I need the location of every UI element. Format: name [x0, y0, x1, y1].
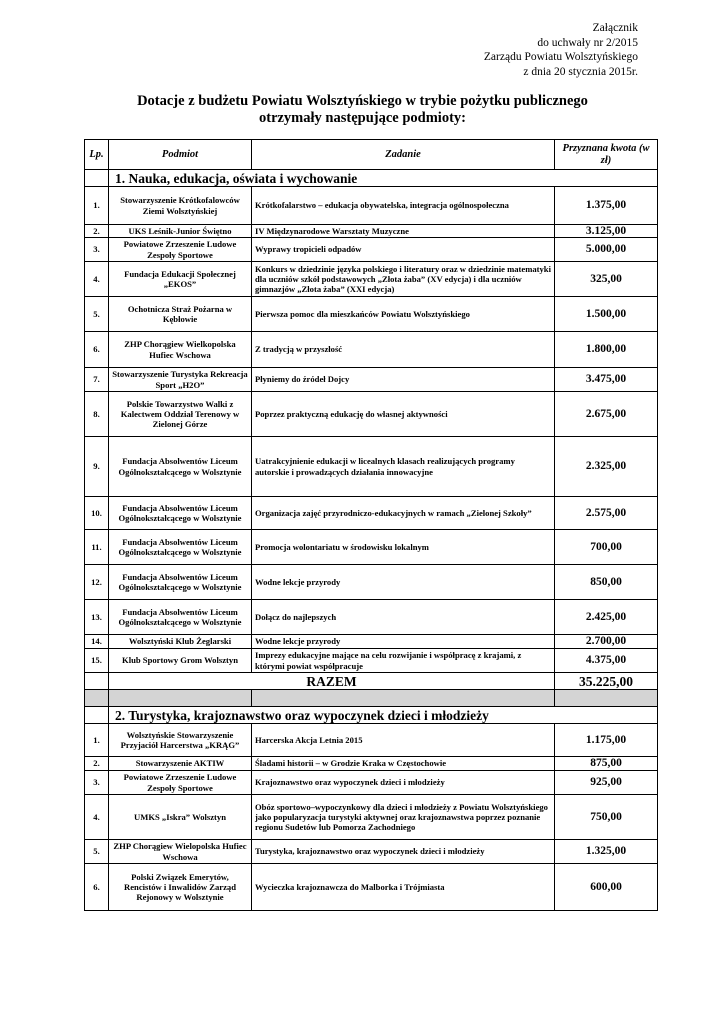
row-task: Wyprawy tropicieli odpadów: [252, 238, 555, 262]
row-lp: 3.: [85, 771, 109, 795]
row-amount: 750,00: [555, 795, 658, 840]
row-entity: Polski Związek Emerytów, Rencistów i Inwalidów Zarząd Rejonowy w Wolsztynie: [109, 864, 252, 911]
row-task: Imprezy edukacyjne mające na celu rozwijanie i współpracę z krajami, z którymi powiat współpracuje: [252, 649, 555, 673]
row-lp: 10.: [85, 497, 109, 530]
row-entity: Polskie Towarzystwo Walki z Kalectwem Oddział Terenowy w Zielonej Górze: [109, 392, 252, 437]
row-entity: UKS Leśnik-Junior Świętno: [109, 225, 252, 238]
table-row: [85, 392, 658, 437]
table-row: [85, 187, 658, 225]
section-header-row: [85, 170, 658, 187]
row-entity: Stowarzyszenie AKTIW: [109, 757, 252, 771]
row-lp: 4.: [85, 262, 109, 297]
row-lp: 9.: [85, 437, 109, 497]
row-lp: 1.: [85, 187, 109, 225]
row-entity: Fundacja Edukacji Społecznej „EKOS”: [109, 262, 252, 297]
row-task: Organizacja zajęć przyrodniczo-edukacyjnych w ramach „Zielonej Szkoły”: [252, 497, 555, 530]
section-2-title: 2. Turystyka, krajoznawstwo oraz wypoczynek dzieci i młodzieży: [109, 707, 658, 724]
table-row: [85, 771, 658, 795]
table-row: [85, 600, 658, 635]
row-amount: 1.175,00: [555, 724, 658, 757]
row-amount: 2.700,00: [555, 635, 658, 649]
row-amount: 5.000,00: [555, 238, 658, 262]
row-entity: Stowarzyszenie Turystyka Rekreacja Sport „H2O”: [109, 368, 252, 392]
total-amount: 35.225,00: [555, 673, 658, 690]
row-entity: Wolsztyńskie Stowarzyszenie Przyjaciół Harcerstwa „KRĄG”: [109, 724, 252, 757]
row-task: Wodne lekcje przyrody: [252, 635, 555, 649]
row-entity: Powiatowe Zrzeszenie Ludowe Zespoły Sportowe: [109, 771, 252, 795]
row-amount: 1.325,00: [555, 840, 658, 864]
row-lp: 8.: [85, 392, 109, 437]
row-task: Uatrakcyjnienie edukacji w licealnych klasach realizujących programy autorskie i prowadzących działania innowacyjne: [252, 437, 555, 497]
row-amount: 925,00: [555, 771, 658, 795]
row-task: IV Międzynarodowe Warsztaty Muzyczne: [252, 225, 555, 238]
row-task: Turystyka, krajoznawstwo oraz wypoczynek dzieci i młodzieży: [252, 840, 555, 864]
table-row: [85, 530, 658, 565]
row-lp: 1.: [85, 724, 109, 757]
row-amount: 1.375,00: [555, 187, 658, 225]
row-amount: 850,00: [555, 565, 658, 600]
table-row: [85, 368, 658, 392]
row-task: Obóz sportowo–wypoczynkowy dla dzieci i młodzieży z Powiatu Wolsztyńskiego jako popularyzacja turystyki aktywnej oraz krajoznawstwa poprzez poznanie regionu Sudetów lub Pomorza Zachodniego: [252, 795, 555, 840]
grants-table: [84, 139, 658, 911]
row-lp: 7.: [85, 368, 109, 392]
row-lp: 5.: [85, 297, 109, 332]
row-entity: ZHP Chorągiew Wielopolska Hufiec Wschowa: [109, 840, 252, 864]
row-amount: 3.475,00: [555, 368, 658, 392]
row-amount: 2.425,00: [555, 600, 658, 635]
row-amount: 4.375,00: [555, 649, 658, 673]
row-amount: 2.325,00: [555, 437, 658, 497]
row-lp: 15.: [85, 649, 109, 673]
row-task: Śladami historii – w Grodzie Kraka w Częstochowie: [252, 757, 555, 771]
title-line-2: otrzymały następujące podmioty:: [258, 110, 466, 126]
table-row: [85, 497, 658, 530]
row-amount: 2.575,00: [555, 497, 658, 530]
row-entity: Fundacja Absolwentów Liceum Ogólnokształcącego w Wolsztynie: [109, 600, 252, 635]
board-line: Zarządu Powiatu Wolsztyńskiego: [483, 51, 638, 64]
separator-row: [85, 690, 658, 707]
row-entity: Fundacja Absolwentów Liceum Ogólnokształcącego w Wolsztynie: [109, 565, 252, 600]
table-row: [85, 757, 658, 771]
row-lp: 3.: [85, 238, 109, 262]
row-task: Krajoznawstwo oraz wypoczynek dzieci i młodzieży: [252, 771, 555, 795]
total-row: [85, 673, 658, 690]
table-row: [85, 238, 658, 262]
header-entity: Podmiot: [109, 140, 252, 170]
row-entity: ZHP Chorągiew Wielkopolska Hufiec Wschowa: [109, 332, 252, 368]
table-row: [85, 635, 658, 649]
row-lp: 12.: [85, 565, 109, 600]
row-task: Promocja wolontariatu w środowisku lokalnym: [252, 530, 555, 565]
header-lp: Lp.: [85, 140, 109, 170]
section-header-row: [85, 707, 658, 724]
row-amount: 1.800,00: [555, 332, 658, 368]
attachment-line: Załącznik: [592, 22, 638, 34]
row-amount: 1.500,00: [555, 297, 658, 332]
document-title: [70, 93, 655, 127]
table-row: [85, 297, 658, 332]
table-row: [85, 332, 658, 368]
row-amount: 325,00: [555, 262, 658, 297]
row-task: Z tradycją w przyszłość: [252, 332, 555, 368]
row-lp: 6.: [85, 864, 109, 911]
date-line: z dnia 20 stycznia 2015r.: [523, 65, 638, 78]
row-entity: Klub Sportowy Grom Wolsztyn: [109, 649, 252, 673]
table-row: [85, 225, 658, 238]
attachment-note: [484, 21, 638, 79]
row-amount: 3.125,00: [555, 225, 658, 238]
row-task: Dołącz do najlepszych: [252, 600, 555, 635]
row-entity: Fundacja Absolwentów Liceum Ogólnokształcącego w Wolsztynie: [109, 530, 252, 565]
row-lp: 13.: [85, 600, 109, 635]
section-1-title: 1. Nauka, edukacja, oświata i wychowanie: [109, 170, 658, 187]
table-row: [85, 840, 658, 864]
row-entity: Ochotnicza Straż Pożarna w Kębłowie: [109, 297, 252, 332]
row-task: Wycieczka krajoznawcza do Malborka i Trójmiasta: [252, 864, 555, 911]
row-entity: Fundacja Absolwentów Liceum Ogólnokształcącego w Wolsztynie: [109, 437, 252, 497]
table-row: [85, 795, 658, 840]
row-task: Płyniemy do źródeł Dojcy: [252, 368, 555, 392]
total-label: RAZEM: [109, 673, 555, 690]
row-lp: 5.: [85, 840, 109, 864]
table-row: [85, 262, 658, 297]
row-task: Krótkofalarstwo – edukacja obywatelska, integracja ogólnospołeczna: [252, 187, 555, 225]
row-amount: 2.675,00: [555, 392, 658, 437]
row-amount: 600,00: [555, 864, 658, 911]
table-row: [85, 864, 658, 911]
row-amount: 875,00: [555, 757, 658, 771]
row-amount: 700,00: [555, 530, 658, 565]
row-lp: 14.: [85, 635, 109, 649]
row-entity: Powiatowe Zrzeszenie Ludowe Zespoły Sportowe: [109, 238, 252, 262]
title-line-1: Dotacje z budżetu Powiatu Wolsztyńskiego w trybie pożytku publicznego: [137, 93, 588, 109]
row-entity: Wolsztyński Klub Żeglarski: [109, 635, 252, 649]
row-lp: 2.: [85, 757, 109, 771]
row-task: Pierwsza pomoc dla mieszkańców Powiatu Wolsztyńskiego: [252, 297, 555, 332]
table-row: [85, 437, 658, 497]
table-row: [85, 565, 658, 600]
row-entity: UMKS „Iskra” Wolsztyn: [109, 795, 252, 840]
table-row: [85, 724, 658, 757]
table-row: [85, 649, 658, 673]
resolution-line: do uchwały nr 2/2015: [537, 36, 638, 49]
row-lp: 11.: [85, 530, 109, 565]
row-lp: 4.: [85, 795, 109, 840]
row-task: Poprzez praktyczną edukację do własnej aktywności: [252, 392, 555, 437]
row-task: Harcerska Akcja Letnia 2015: [252, 724, 555, 757]
header-amount: Przyznana kwota (w zł): [555, 140, 658, 170]
row-entity: Fundacja Absolwentów Liceum Ogólnokształcącego w Wolsztynie: [109, 497, 252, 530]
row-task: Wodne lekcje przyrody: [252, 565, 555, 600]
row-lp: 2.: [85, 225, 109, 238]
header-row: [85, 140, 658, 170]
header-task: Zadanie: [252, 140, 555, 170]
row-task: Konkurs w dziedzinie języka polskiego i literatury oraz w dziedzinie matematyki dla uczniów szkół podstawowych „Złota żaba” (XV edycja) i dla uczniów gimnazjów „Złota żaba” (XXI edycja): [252, 262, 555, 297]
row-entity: Stowarzyszenie Krótkofalowców Ziemi Wolsztyńskiej: [109, 187, 252, 225]
row-lp: 6.: [85, 332, 109, 368]
